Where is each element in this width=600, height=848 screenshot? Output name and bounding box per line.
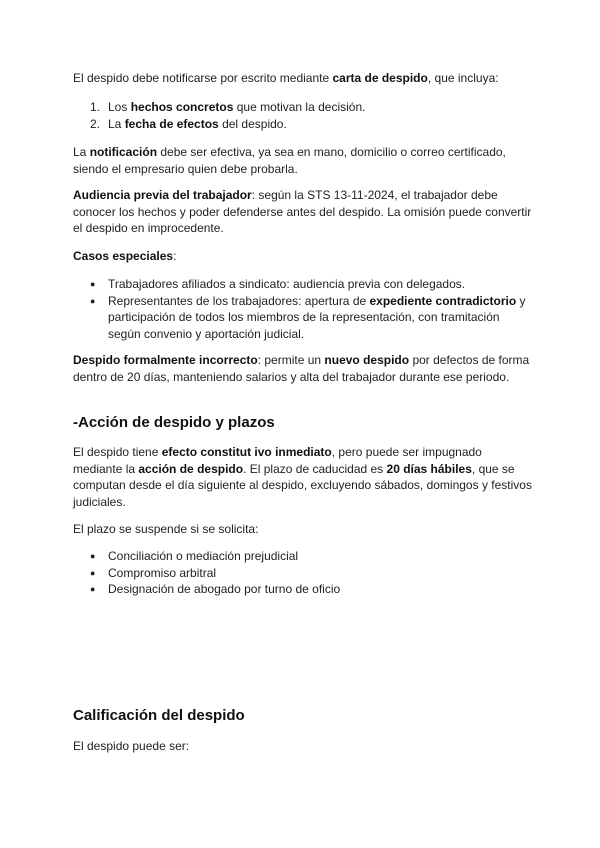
puede-ser-paragraph: El despido puede ser: [73,739,190,753]
suspende-list [73,548,533,598]
list-item: ● Conciliación o mediación prejudicial [73,548,533,565]
list-item: ● Trabajadores afiliados a sindicato: audiencia previa con delegados. [73,276,533,293]
intro-text: El despido debe notificarse por escrito mediante [73,71,333,85]
list-item: ● Designación de abogado por turno de oficio [73,581,533,598]
suspende-paragraph: El plazo se suspende si se solicita: [73,522,259,536]
casos-list [73,276,533,342]
list-number: 2. [90,116,101,131]
efecto-paragraph: El despido tiene efecto constitut ivo inmediato, pero puede ser impugnado mediante la acción de despido. El plazo de caducidad es 20 días hábiles, que se computan desde el día siguiente al despido, excluyendo sábados, domingos y festivos judiciales. [73,445,532,509]
list-item: ● Compromiso arbitral [73,565,533,582]
section-heading-accion: -Acción de despido y plazos [73,414,275,431]
intro-text-end: , que incluya: [427,71,499,85]
intro-bold: carta de despido [332,71,428,85]
section-heading-calificacion: Calificación del despido [73,707,245,724]
formalmente-paragraph: Despido formalmente incorrecto: permite un nuevo despido por defectos de forma dentro de 20 días, manteniendo salarios y alta del trabajador durante ese periodo. [73,353,530,384]
list-item: ● Representantes de los trabajadores: apertura de expediente contradictorio y participación de todos los miembros de la representación, con tramitación según convenio y aportación judicial. [73,293,533,343]
list-item: 2. La fecha de efectos del despido. [90,116,287,131]
list-item: 1. Los hechos concretos que motivan la decisión. [90,100,366,114]
requirements-list [73,99,533,132]
intro-paragraph [73,70,533,87]
list-number: 1. [90,100,101,114]
casos-heading: Casos especiales: [73,249,177,263]
audiencia-paragraph: Audiencia previa del trabajador: según la STS 13-11-2024, el trabajador debe conocer los hechos y poder defenderse antes del despido. La omisión puede convertir el despido en improcedente. [73,188,532,235]
notificacion-paragraph: La notificación debe ser efectiva, ya sea en mano, domicilio o correo certificado, siendo el empresario quien debe probarla. [73,145,506,176]
